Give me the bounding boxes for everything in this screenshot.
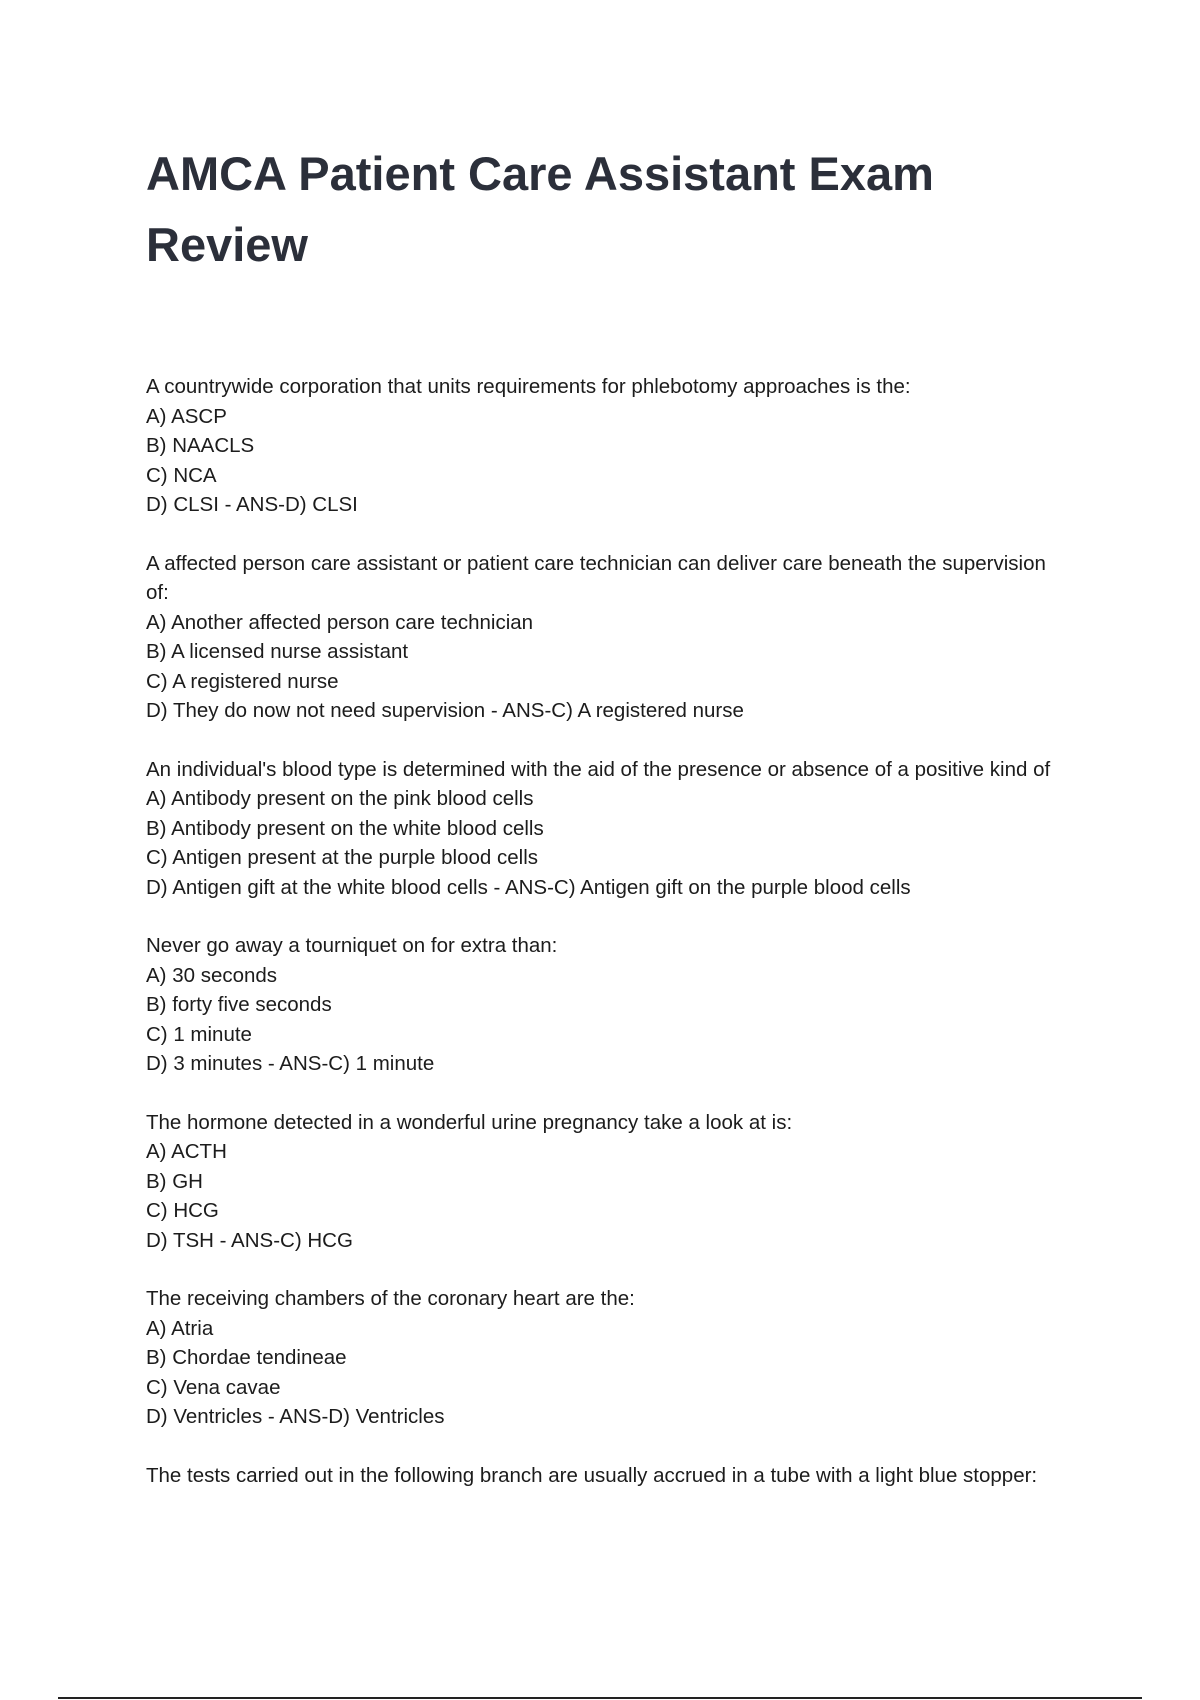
answer-option: C) Vena cavae (146, 1375, 281, 1399)
answer-option: B) Antibody present on the white blood cells (146, 816, 544, 840)
answer-option: D) TSH - ANS-C) HCG (146, 1228, 353, 1252)
answer-option: B) A licensed nurse assistant (146, 640, 409, 663)
answer-option: A) Atria (146, 1316, 214, 1340)
answer-option: B) forty five seconds (146, 993, 332, 1016)
question-block (146, 755, 1066, 903)
question-block (146, 549, 1066, 726)
answer-option: D) Ventricles - ANS-D) Ventricles (146, 1405, 445, 1428)
answer-option: B) GH (146, 1169, 203, 1193)
answer-option: C) A registered nurse (146, 669, 339, 693)
question-block (146, 1461, 1066, 1491)
question-text: A countrywide corporation that units requirements for phlebotomy approaches is the: (146, 375, 911, 398)
question-text: An individual's blood type is determined with the aid of the presence or absence of a positive kind of (146, 757, 1051, 781)
answer-option: B) NAACLS (146, 434, 255, 457)
answer-option: A) ACTH (146, 1140, 227, 1163)
page-bottom-divider (58, 1697, 1142, 1699)
answer-option: C) 1 minute (146, 1022, 252, 1046)
answer-option: A) 30 seconds (146, 963, 278, 987)
answer-option: A) ASCP (146, 404, 227, 428)
answer-option: C) Antigen present at the purple blood cells (146, 846, 539, 869)
answer-option: A) Another affected person care technician (146, 610, 534, 634)
answer-option: D) They do now not need supervision - ANS-C) A registered nurse (146, 699, 744, 722)
answer-option: D) 3 minutes - ANS-C) 1 minute (146, 1052, 435, 1075)
question-block (146, 1284, 1066, 1432)
question-text: The receiving chambers of the coronary heart are the: (146, 1287, 635, 1310)
question-block (146, 372, 1066, 520)
answer-option: A) Antibody present on the pink blood cells (146, 787, 534, 810)
answer-option: C) NCA (146, 463, 217, 487)
question-text: A affected person care assistant or patient care technician can deliver care beneath the supervision of: (146, 551, 1046, 604)
question-text: The hormone detected in a wonderful urine pregnancy take a look at is: (146, 1110, 793, 1134)
question-text: The tests carried out in the following branch are usually accrued in a tube with a light blue stopper: (146, 1463, 1038, 1487)
question-block (146, 931, 1066, 1079)
answer-option: D) Antigen gift at the white blood cells - ANS-C) Antigen gift on the purple blood cells (146, 875, 911, 899)
question-text: Never go away a tourniquet on for extra than: (146, 934, 558, 957)
answer-option: D) CLSI - ANS-D) CLSI (146, 493, 358, 516)
answer-option: B) Chordae tendineae (146, 1346, 347, 1369)
answer-option: C) HCG (146, 1199, 219, 1222)
page-title: AMCA Patient Care Assistant Exam Review (146, 147, 934, 271)
question-list (146, 372, 1066, 1519)
question-block (146, 1108, 1066, 1256)
